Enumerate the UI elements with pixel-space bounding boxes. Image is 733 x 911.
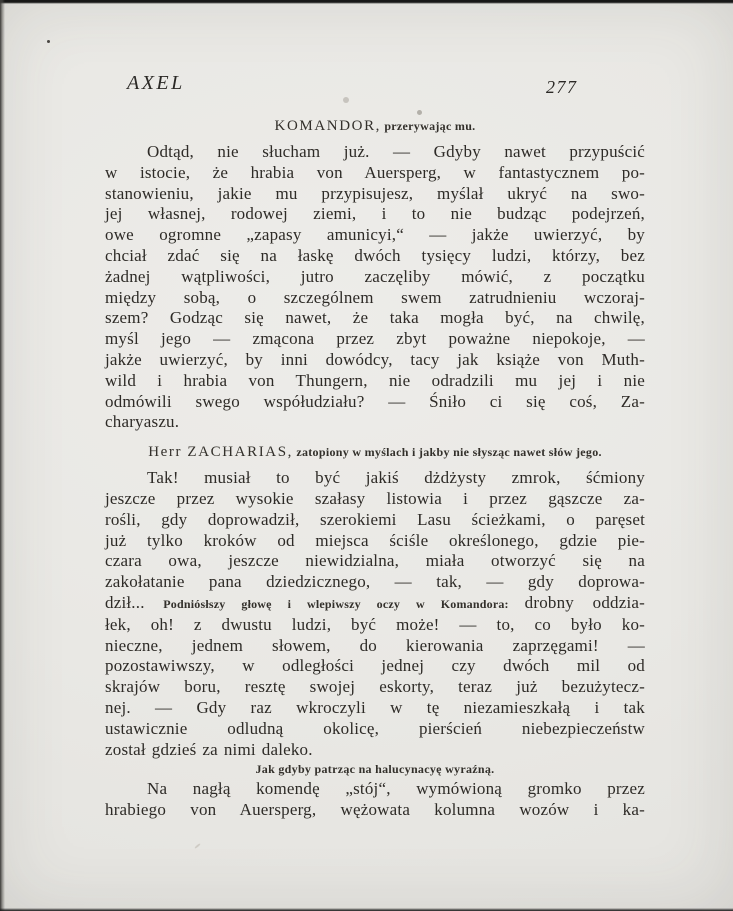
text-line: Tak! musiał to być jakiś dżdżysty zmrok, śćmiony <box>147 468 645 488</box>
text-column <box>105 116 645 830</box>
text-line: zakołatanie pana dziedzicznego, — tak, — gdy doprowa- <box>105 572 645 592</box>
text-line: rośli, gdy doprowadził, szerokiemi Lasu ścieżkami, o paręset <box>105 509 645 529</box>
text-line: owe ogromne „zapasy amunicyi,“ — jakże uwierzyć, by <box>105 225 645 245</box>
text-line: Na nagłą komendę „stój“, wymówioną gromko przez <box>147 779 645 799</box>
text-line: już tylko kroków od miejsca ściśle określonego, gdzie pie- <box>105 530 645 550</box>
text-line: jej własnej, rodowej ziemi, i to nie budząc podejrzeń, <box>105 204 645 224</box>
text-line: szem? Godząc się nawet, że taka mogła być, na chwilę, <box>105 308 645 328</box>
paper-speck <box>194 843 201 849</box>
text-line: charyaszu. <box>105 412 180 432</box>
text-line: w istocie, że hrabia von Auersperg, w fantastycznem po- <box>105 162 645 182</box>
text-line: hrabiego von Auersperg, wężowata kolumna wozów i ka- <box>105 800 645 820</box>
paper-speck <box>343 97 349 103</box>
text-line: między sobą, o szczególnem swem zatrudnieniu wczoraj- <box>105 287 645 307</box>
hallucination-stage-note: Jak gdyby patrząc na halucynacyę wyraźną. <box>255 762 495 777</box>
text-line: czara owa, jeszcze niewidzialna, miała otworzyć się na <box>105 551 645 571</box>
paper-speck <box>417 110 422 115</box>
text-line <box>105 593 645 615</box>
scan-edge-left <box>0 0 5 911</box>
paragraph-2 <box>105 468 645 760</box>
text-segment: drobny oddzia- <box>524 592 646 612</box>
text-line: nej. — Gdy raz wkroczyli w tę niezamieszkałą i tak <box>105 697 645 717</box>
running-title: AXEL <box>127 72 185 94</box>
paragraph-3 <box>105 779 645 821</box>
text-line: został gdzieś za nimi daleko. <box>105 739 313 759</box>
character-name: KOMANDOR, <box>274 118 382 134</box>
inline-stage-direction: Podniósłszy głowę i wlepiwszy oczy w Komandora: <box>163 596 525 611</box>
text-line: wild i hrabia von Thungern, nie odradzili mu jej i nie <box>105 370 645 390</box>
text-line: ustawicznie odludną okolicę, pierścień niebezpieczeństw <box>105 718 645 738</box>
text-line: Odtąd, nie słucham już. — Gdyby nawet przypuścić <box>147 142 645 161</box>
scan-edge-top <box>0 0 733 4</box>
text-line: żadnej wątpliwości, jutro zaczęliby mówić, z początku <box>105 266 645 286</box>
text-line: jeszcze przez wysokie szałasy listowia i przez gąszcze za- <box>105 488 645 508</box>
paper-speck <box>47 40 50 43</box>
text-line: pozostawiwszy, w odległości jednej czy dwóch mil od <box>105 656 645 676</box>
character-name: Herr ZACHARIAS, <box>148 444 294 461</box>
text-line: stanowieniu, jakie mu przypisujesz, myślał ukryć na swo- <box>105 183 645 203</box>
text-line: chciał zdać się na łaskę dwóch tysięcy ludzi, którzy, bez <box>105 245 645 265</box>
text-line: skrajów boru, resztę swojej eskorty, teraz już bezużytecz- <box>105 677 645 697</box>
text-line: myśl jego — zmącona przez zbyt poważne niepokoje, — <box>105 329 645 349</box>
text-segment: dził... <box>105 592 164 612</box>
text-line: odmówili swego współudziału? — Śniło ci się coś, Za- <box>105 391 645 411</box>
komandor-heading <box>105 116 645 136</box>
paragraph-1 <box>105 142 645 433</box>
stage-direction-text: przerywając mu. <box>381 119 476 133</box>
zacharias-heading <box>105 442 645 462</box>
stage-direction-text: zatopiony w myślach i jakby nie słysząc nawet słów jego. <box>293 445 602 460</box>
page-number: 277 <box>546 77 578 97</box>
text-line: jakże uwierzyć, by inni dowódcy, tacy jak książe von Muth- <box>105 349 645 369</box>
text-line: nieczne, jednem słowem, do kierowania zaprzęgami! — <box>105 635 645 655</box>
text-line: łek, oh! z dwustu ludzi, być może! — to, co było ko- <box>105 614 645 634</box>
